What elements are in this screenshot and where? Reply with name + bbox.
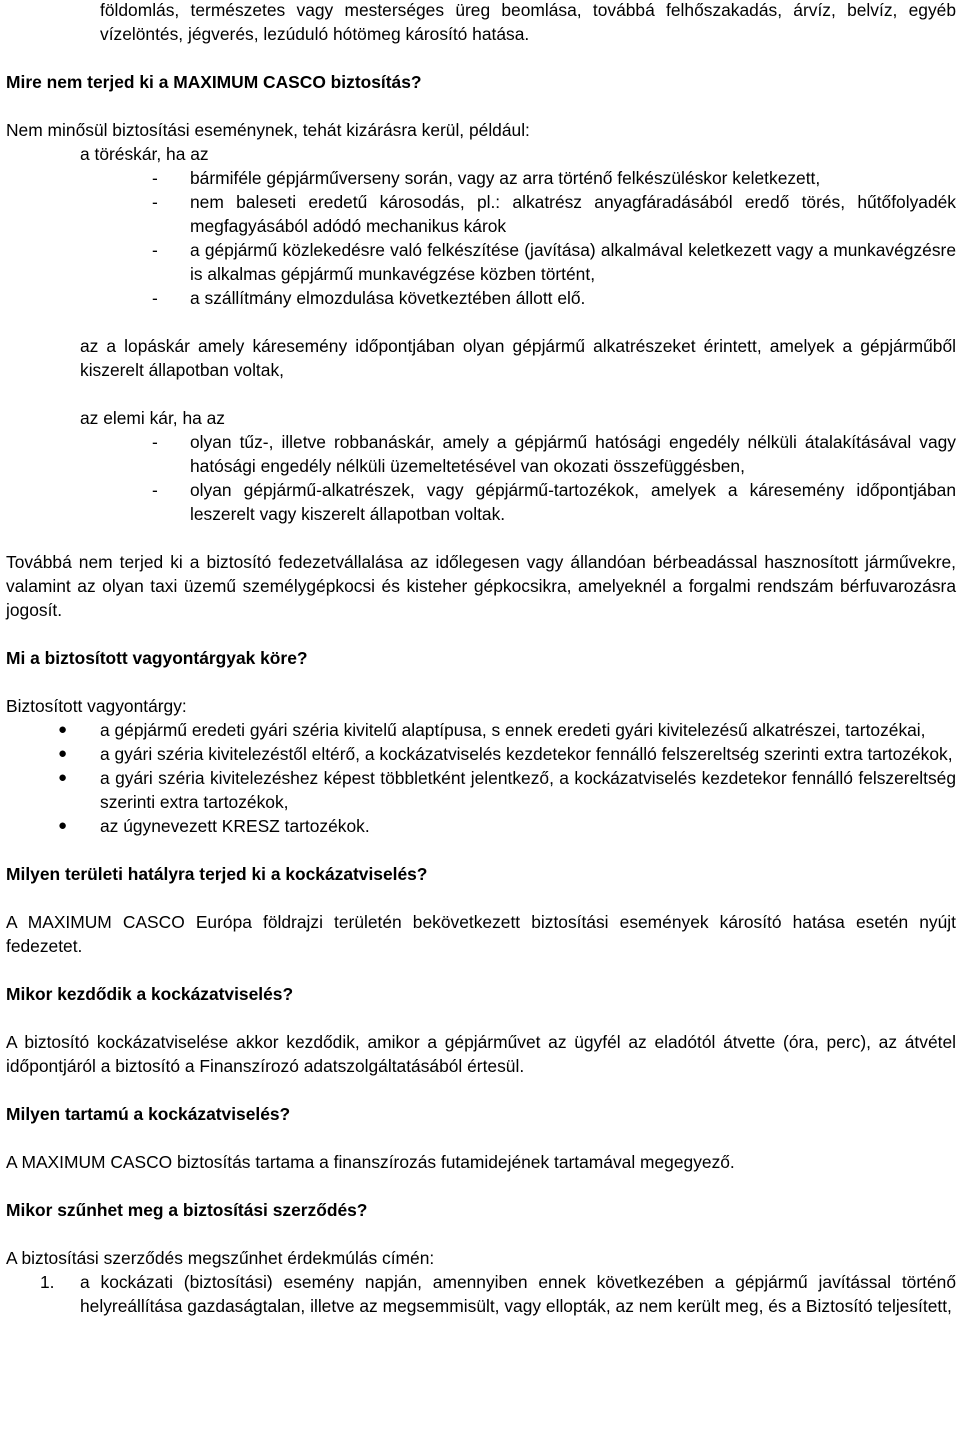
dash-item: - a szállítmány elmozdulása következtében állott elő. xyxy=(152,288,586,308)
dash-marker: - xyxy=(152,168,158,188)
exclusion-breakage: a töréskár, ha az xyxy=(80,144,209,164)
start-text: A biztosító kockázatviselése akkor kezdődik, amikor a gépjárművet az ügyfél az eladótól átvette (óra, perc), az átvétel időpontjáról a biztosító a Finanszírozó adatszolgáltatásából értesül. xyxy=(6,1032,956,1076)
heading-insured-assets: Mi a biztosított vagyontárgyak köre? xyxy=(6,648,308,668)
bullet-icon: ● xyxy=(58,721,68,738)
bullet-icon: ● xyxy=(58,745,68,762)
bullet-icon: ● xyxy=(58,769,68,786)
heading-territory: Milyen területi hatályra terjed ki a kockázatviselés? xyxy=(6,864,428,884)
dash-item: - nem baleseti eredetű károsodás, pl.: alkatrész anyagfáradásából eredő törés, hűtőfolyadék megfagyásából adódó mechanikus károk xyxy=(152,192,956,236)
termination-lead: A biztosítási szerződés megszűnhet érdekmúlás címén: xyxy=(6,1248,435,1268)
bullet-item: ● a gyári széria kivitelezéstől eltérő, a kockázatviselés kezdetekor fennálló felszereltség szerinti extra tartozékok, xyxy=(58,744,953,764)
bullet-icon: ● xyxy=(58,817,68,834)
bullet-item: ● a gyári széria kivitelezéshez képest többletként jelentkező, a kockázatviselés kezdetekor fennálló felszereltség szerinti extra tartozékok, xyxy=(58,768,956,812)
exclusion-theft: az a lopáskár amely káresemény időpontjában olyan gépjármű alkatrészeket érintett, amelyek a gépjárműből kiszerelt állapotban voltak, xyxy=(80,336,956,380)
insured-assets-lead: Biztosított vagyontárgy: xyxy=(6,696,187,716)
heading-termination: Mikor szűnhet meg a biztosítási szerződés? xyxy=(6,1200,368,1220)
numbered-item: 1. a kockázati (biztosítási) esemény napján, amennyiben ennek következében a gépjármű javítással történő helyreállítása gazdaságtalan, illetve az megsemmisült, vagy ellopták, az nem került meg, és a Biztosító teljesített, xyxy=(40,1272,956,1316)
dash-marker: - xyxy=(152,432,158,452)
heading-exclusions: Mire nem terjed ki a MAXIMUM CASCO biztosítás? xyxy=(6,72,422,92)
dash-item: - bármiféle gépjárműverseny során, vagy az arra történő felkészüléskor keletkezett, xyxy=(152,168,821,188)
heading-start: Mikor kezdődik a kockázatviselés? xyxy=(6,984,294,1004)
bullet-item: ● a gépjármű eredeti gyári széria kivitelű alaptípusa, s ennek eredeti gyári kivitelezésű alkatrészei, tartozékai, xyxy=(58,720,926,740)
dash-marker: - xyxy=(152,192,158,212)
exclusions-lead: Nem minősül biztosítási eseménynek, tehát kizárásra kerül, például: xyxy=(6,120,530,140)
dash-item: - a gépjármű közlekedésre való felkészítése (javítása) alkalmával keletkezett vagy a munkavégzésre is alkalmas gépjármű munkavégzése közben történt, xyxy=(152,240,956,284)
heading-duration: Milyen tartamú a kockázatviselés? xyxy=(6,1104,291,1124)
dash-item: - olyan gépjármű-alkatrészek, vagy gépjármű-tartozékok, amelyek a káresemény időpontjában leszerelt vagy kiszerelt állapotban voltak. xyxy=(152,480,956,524)
territory-text: A MAXIMUM CASCO Európa földrajzi területén bekövetkezett biztosítási események károsító hatása esetén nyújt fedezetet. xyxy=(6,912,956,956)
duration-text: A MAXIMUM CASCO biztosítás tartama a finanszírozás futamidejének tartamával megegyező. xyxy=(6,1152,735,1172)
exclusions-paragraph: Továbbá nem terjed ki a biztosító fedezetvállalása az időlegesen vagy állandóan bérbeadással hasznosított járművekre, valamint az olyan taxi üzemű személygépkocsi és kisteher gépkocsikra, amelyeknél a forgalmi rendszám bérfuvarozásra jogosít. xyxy=(6,552,956,620)
document xyxy=(6,0,956,1318)
dash-marker: - xyxy=(152,288,158,308)
dash-marker: - xyxy=(152,240,158,260)
exclusion-elemental: az elemi kár, ha az xyxy=(80,408,225,428)
bullet-item: ● az úgynevezett KRESZ tartozékok. xyxy=(58,816,370,836)
dash-item: - olyan tűz-, illetve robbanáskár, amely a gépjármű hatósági engedély nélküli átalakításával vagy hatósági engedély nélküli üzemeltetésével van okozati összefüggésben, xyxy=(152,432,956,476)
intro-paragraph: földomlás, természetes vagy mesterséges üreg beomlása, továbbá felhőszakadás, árvíz, belvíz, egyéb vízelöntés, jégverés, lezúduló hótömeg károsító hatása. xyxy=(100,0,956,44)
dash-marker: - xyxy=(152,480,158,500)
item-number: 1. xyxy=(40,1272,55,1292)
